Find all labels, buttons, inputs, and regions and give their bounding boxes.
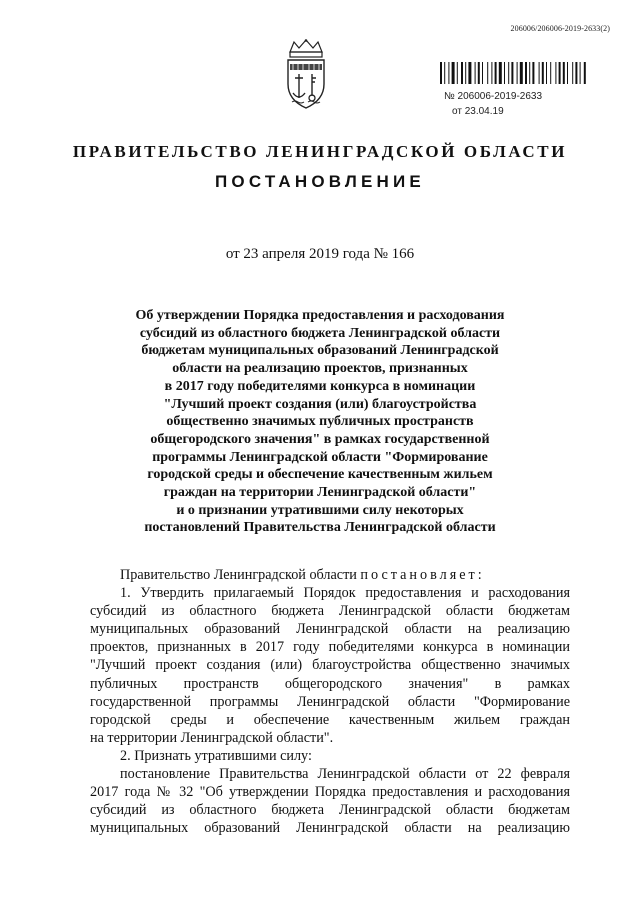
body-line: "Лучший проект создания (или) благоустройства общественно значимых (90, 657, 570, 674)
body-line: 1. Утвердить прилагаемый Порядок предоставления и расходования (120, 585, 570, 602)
preamble-lead: Правительство Ленинградской области (120, 567, 357, 583)
body-line: субсидий из областного бюджета Ленинградской области бюджетам (90, 802, 570, 819)
resolution-body (90, 566, 570, 837)
registration-number: № 206006-2019-2633 (444, 91, 543, 102)
heading-line: в 2017 году победителями конкурса в номинации (164, 378, 476, 394)
barcode-icon (440, 62, 610, 84)
heading-line: общегородского значения" в рамках государственной (150, 431, 490, 447)
body-line: на территории Ленинградской области". (90, 729, 334, 746)
heading-line: бюджетам муниципальных образований Ленинградской (141, 343, 499, 359)
body-line: публичных пространств общегородского значения" в рамках (90, 675, 570, 692)
heading-line: общественно значимых публичных пространств (166, 414, 474, 430)
heading-line: граждан на территории Ленинградской области" (163, 485, 477, 501)
heading-line: Об утверждении Порядка предоставления и расходования (135, 308, 505, 323)
heading-line: области на реализацию проектов, признанных (172, 361, 468, 377)
body-line: субсидий из областного бюджета Ленинградской области бюджетам (90, 603, 570, 620)
government-title: ПРАВИТЕЛЬСТВО ЛЕНИНГРАДСКОЙ ОБЛАСТИ (72, 142, 568, 161)
heading-line: субсидий из областного бюджета Ленинградской области (139, 325, 501, 341)
body-line: 2017 года № 32 "Об утверждении Порядка предоставления и расходования (90, 784, 570, 801)
body-line: 2. Признать утратившими силу: (120, 747, 312, 764)
preamble-verb: постановляет: (360, 567, 485, 583)
heading-line: постановлений Правительства Ленинградской области (144, 520, 496, 536)
document-type: ПОСТАНОВЛЕНИЕ (215, 172, 425, 191)
document-id: 206006/206006-2019-2633(2) (510, 24, 610, 33)
resolution-heading (60, 307, 580, 537)
body-line: проектов, признанных в 2017 году победителями конкурса в номинации (90, 639, 570, 656)
heading-line: "Лучший проект создания (или) благоустройства (163, 396, 477, 412)
coat-of-arms-icon (284, 38, 328, 110)
body-line: государственной программы Ленинградской области "Формирование (90, 693, 570, 710)
heading-line: программы Ленинградской области "Формирование (152, 449, 488, 465)
body-paragraphs (90, 584, 570, 837)
preamble-line (90, 566, 570, 584)
resolution-date-number: от 23 апреля 2019 года № 166 (225, 246, 415, 262)
body-line: муниципальных образований Ленинградской области на реализацию (90, 621, 570, 638)
body-line: муниципальных образований Ленинградской области на реализацию (90, 820, 570, 837)
body-line: городской среды и обеспечение качественным жильем граждан (90, 711, 570, 728)
heading-line: городской среды и обеспечение качественным жильем (147, 467, 493, 483)
body-line: постановление Правительства Ленинградской области от 22 февраля (120, 766, 570, 783)
registration-date: от 23.04.19 (452, 106, 504, 117)
heading-line: и о признании утратившими силу некоторых (176, 502, 464, 518)
